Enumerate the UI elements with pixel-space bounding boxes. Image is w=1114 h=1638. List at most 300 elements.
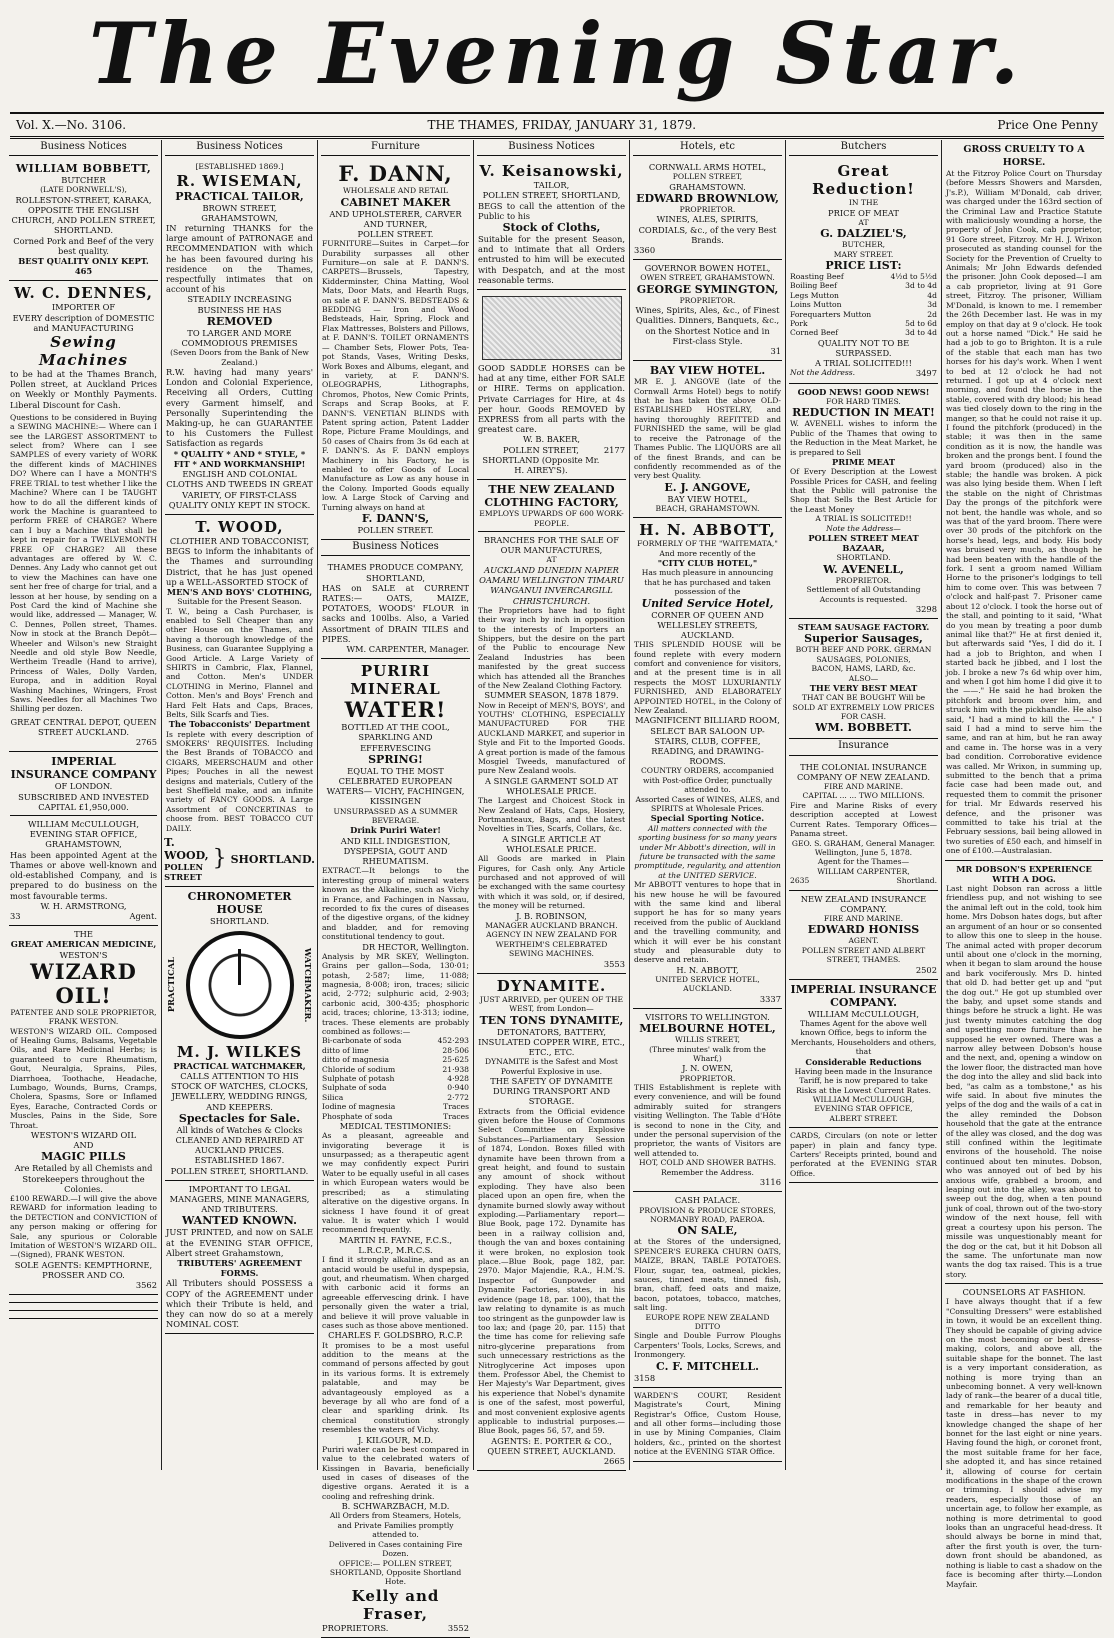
ad-nz-clothing: [477, 480, 626, 973]
analysis-item: ditto of lime: [322, 1045, 369, 1055]
ad-number: 2635: [790, 876, 810, 886]
ad-line: COUNTRY ORDERS, accompanied with Post-office Order, punctually attended to.: [641, 766, 774, 795]
ad-line: POLLEN STREET,: [672, 172, 743, 182]
ad-sig: SHORTLAND.: [230, 852, 315, 866]
columns: [6, 140, 1108, 1633]
ad-agent: WILLIAM McCULLOUGH,: [27, 819, 140, 830]
ad-colonial-insurance: [789, 759, 938, 891]
ad-trade: BUTCHER,: [841, 240, 886, 250]
ad-wiseman: [165, 159, 314, 515]
ad-line: WESTON'S: [59, 949, 108, 960]
ad-agents: AGENTS: E. PORTER & CO., QUEEN STREET, AUCKLAND.: [487, 1435, 616, 1456]
ad-body: Thames Agent for the above well known Office, begs to inform the Merchants, Householders and others, that: [790, 1018, 937, 1057]
ad-body: at the Stores of the undersigned, SPENCER'S EUREKA CHURN OATS, MAIZE, BRAN, TABLE POTATOES. Flour, sugar, tea, oatmeal, pickles, sauces, tinned meats, tinned fish, bran, chaff, feed oats and maize, bacon, potatoes, tobacco, matches, salt ling.: [634, 1237, 781, 1313]
ad-line: J. N. OWEN,: [682, 1063, 733, 1074]
ad-line: OWEN STREET, GRAHAMSTOWN.: [640, 273, 775, 283]
ad-body: All Tributers should POSSESS a COPY of the AGREEMENT under which their Tribute is held, and they can now do so at a merely NOMINAL COST.: [166, 1278, 313, 1330]
ad-name: R. WISEMAN,: [176, 171, 303, 190]
ad-line: WANTED KNOWN.: [182, 1214, 297, 1228]
ad-line: PRICE OF MEAT: [828, 207, 899, 218]
section-header: Butchers: [789, 140, 938, 156]
ad-nz-insurance: [789, 891, 938, 980]
price-row: [790, 310, 937, 319]
ad-name: M. J. WILKES: [176, 1042, 303, 1061]
analysis-row: [322, 1102, 469, 1111]
ad-name: EDWARD HONISS: [807, 923, 920, 937]
ad-questions: Questions to be considered in Buying a SEWING MACHINE:— Where can I see the LARGEST ASSORTMENT to select from? Where can I see SAMPLES of every variety of WORK the different kinds of MACHINES DO? Where can I have a MONTH'S FREE TRIAL to test whether I like the Machine? Where can I be TAUGHT how to do all the different kinds of work the Machine is guaranteed to perform FREE of CHARGE? Where can I buy a Machine that shall be kept in repair for a TWELVEMONTH FREE OF CHARGE? All these advantages are offered by W. C. Dennes. Any Lady who cannot get out to view the Machines can have one sent her free of charge for trial, and a lesson at her house, by sending on a Post Card the kind of Machine she would like, addressed — Manager, W. C. Dennes, Pollen street, Thames. Now in stock at the Branch Depôt—Wheeler and Wilson's new Straight Needle and old style Bow Needle, Wertheim Treadle (Hand to arrive), Princess of Wales, Dolly Varden, Europa, and in addition Royal Washing Machines, Wringers, Frost Saws. Needles for all Machines Two Shilling per dozen.: [10, 412, 157, 714]
ad-line: PROVISION & PRODUCE STORES, NORMANBY ROAD, PAEROA.: [639, 1205, 776, 1224]
ad-chronometer: [165, 887, 314, 1180]
ad-line: WILLIAM CARPENTER,: [817, 866, 910, 876]
analysis-row: [322, 1036, 469, 1045]
ad-line: Superior Sausages,: [804, 632, 923, 646]
ad-body: As a pleasant, agreeable and invigorating beverage it is unsurpassed; as a therapeutic agent we may confidently expect Puriri Water to be equally useful in all cases in which European waters would be prescribed; as a stimulating alterative on the digestive organs. In sickness I have found it of great value. It is water which I would recommend frequently.: [322, 1131, 469, 1235]
article-cruelty: [945, 140, 1103, 861]
ad-cornwall-arms: [633, 159, 782, 260]
ad-address: ROLLESTON-STREET, KARAKA, OPPOSITE THE ENGLISH CHURCH, AND POLLEN STREET, SHORTLAND.: [11, 194, 156, 236]
ad-addr: POLLEN STREET, SHORTLAND (Opposite Mr. H. AIREY'S).: [482, 444, 600, 476]
ad-coastwise: [9, 1303, 158, 1311]
ad-head: IMPERIAL INSURANCE COMPANY.: [790, 982, 937, 1009]
ad-line: Suitable for the Present Season.: [177, 597, 302, 607]
ad-imperial: [9, 752, 158, 926]
price-value: 2d: [927, 309, 937, 319]
analysis-value: 452·293: [437, 1036, 469, 1046]
ad-line: MARY STREET.: [833, 249, 894, 259]
ad-line: GREAT AMERICAN MEDICINE,: [10, 939, 157, 950]
watch-illustration: [186, 931, 294, 1039]
column-4: [474, 140, 630, 1470]
ad-side: PRACTICAL: [166, 957, 176, 1013]
ad-body: All matters connected with the sporting business for so many years under Mr Abbott's direction, will in future be transacted with the same promptitude, regularity, and attention at the UNITED SERVICE.: [634, 823, 781, 880]
ad-number: 31: [770, 346, 781, 357]
newspaper-title: The Evening Star.: [88, 4, 1026, 103]
article-body: I have always thought that if a few "Consulting Dressers" were established in town, it would be an excellent thing. They should be capable of giving advice on the most becoming or best dress-making, colors, and above all, the suitable shape for the bonnet. The last is a very important consideration, as nothing is more trying than an unbecoming bonnet. A very well-known lady of rank—the bearer of a ducal title, and remarkable for her beauty and taste in dress—has never to my knowledge changed the shape of her bonnet for the last eight or nine years. Having found the high, or coronet front, the most suitable frame for her face, she adopted it, and has since retained it, allowing of course for certain modifications in the shape of the crown or trimming. I should advise my readers, especially those of an uncertain age, to follow her example, as nothing is more detrimental to good looks than an ungraceful head-dress. It should always be borne in mind that, after the first youth is over, the turn-down front should be abandoned, as nothing is liable to cast a shadow on the face is becoming after thirty.—London Mayfair.: [946, 1297, 1102, 1589]
price-row: [790, 291, 937, 300]
ad-line: PRICE LIST:: [825, 259, 902, 273]
ad-body: Wines, Spirits, Ales, &c., of Finest Qualities. Dinners, Banquets, &c., on the Shortest Notice and in First-class Style.: [635, 305, 780, 346]
section-header: Insurance: [789, 739, 938, 755]
ad-line: CORNWALL ARMS HOTEL,: [648, 162, 767, 173]
ad-line: VISITORS TO WELLINGTON.: [645, 1012, 770, 1022]
ad-line: DETONATORS, BATTERY, INSULATED COPPER WIRE, ETC., ETC., ETC.: [478, 1026, 625, 1057]
analysis-item: Silica: [322, 1092, 344, 1102]
ad-number: 2665: [603, 1456, 625, 1467]
ad-trade: BUTCHER: [61, 175, 106, 186]
ad-number: 3337: [759, 993, 781, 1004]
ad-line: Note the Address—: [826, 523, 901, 533]
ad-number: 33: [10, 910, 21, 921]
ad-sig: POLLEN STREET: [164, 862, 204, 883]
article-dobson: [945, 861, 1103, 1284]
price: Price One Penny: [997, 118, 1098, 132]
ad-line: QUALITY NOT TO BE SURPASSED.: [817, 337, 910, 359]
ad-tributers: [165, 1181, 314, 1335]
ad-line: A SINGLE ARTICLE AT WHOLESALE PRICE.: [502, 833, 601, 855]
ad-trade: PRACTICAL TAILOR,: [175, 189, 304, 203]
ad-sub: (LATE DORNWELL'S),: [40, 185, 127, 195]
ad-line: THE: [74, 929, 93, 940]
ad-reward: £100 REWARD.—I will give the above REWARD for information leading to the DETECTION and CONVICTION of any person making or offering for Sale, any spurious or Colorable Imitation of WESTON'S WIZARD OIL.—(Signed), FRANK WESTON.: [10, 1194, 157, 1260]
ad-depot: GREAT CENTRAL DEPOT, QUEEN STREET AUCKLAND.: [10, 716, 157, 738]
ad-sig: F. DANN'S,: [361, 512, 430, 525]
ad-line: FIRE AND MARINE.: [823, 913, 904, 923]
ad-line: DYNAMITE is the Safest and Most Powerful Explosive in use.: [484, 1057, 618, 1076]
analysis-item: Iodine of magnesia: [322, 1102, 396, 1112]
ad-number: 3298: [915, 604, 937, 614]
ad-line: GRAHAMSTOWN,: [201, 212, 278, 223]
ad-body: FURNITURE—Suites in Carpet—for Durability surpasses all other Furniture—on sale at F. DANN'S. CARPETS—Brussels, Tapestry, Kidderminster, China Matting, Wool Mats, Door Mats, and Hearth Rugs, on sale at F. DANN'S. BEDSTEADS & BEDDING — Iron and Wood Bedsteads, Hair, Spring, Flock and Flax Mattresses, Bolsters and Pillows, at F. DANN'S. TOILET ORNAMENTS — Chamber Sets, Flower Pots, Tea-pot Stands, Vases, Writing Desks, Work Boxes and Albums, elegant, and in variety, at F. DANN'S. OLEOGRAPHS, Lithographs, Chromos, Photos, New Comic Prints, Scraps and Scrap Books, at F. DANN'S. VENETIAN BLINDS with Patent spring action, Patent Ladder Rope, Picture Frame Mouldings, and 50 cases of Chairs from 3s 6d each at F. DANN'S. As F. DANN employs Machinery in his Factory, he is enabled to offer Goods of Local Manufacture as Low as any house in the Colony. Imported Goods equally low. A Large Stock of Carving and Turning always on hand at: [322, 239, 469, 512]
analysis-item: Chloride of sodium: [322, 1064, 396, 1074]
analysis-row: [322, 1112, 469, 1121]
price-list: [790, 272, 937, 338]
price-item: Roasting Beef: [790, 272, 844, 282]
article-headline: MR DOBSON'S EXPERIENCE WITH A DOG.: [956, 863, 1092, 884]
ad-line: (Three minutes' walk from the Wharf,): [649, 1044, 766, 1064]
ad-line: FOR HARD TIMES.: [826, 396, 901, 406]
ad-body: GOOD SADDLE HORSES can be had at any time, either FOR SALE or HIRE. Terms on application. Private Carriages for Hire, at 4s per hour. Goods REMOVED by EXPRESS from all parts with the greatest care.: [478, 363, 625, 435]
section-header: Hotels, etc: [633, 140, 782, 156]
ad-line: Special Sporting Notice.: [650, 813, 765, 824]
ad-line: POLLEN STREET, SHORTLAND,: [482, 190, 621, 201]
ad-headline: Great Reduction!: [812, 162, 915, 199]
ad-headline: Sewing Machines: [39, 333, 128, 370]
ad-name: W. C. DENNES,: [14, 284, 153, 303]
ad-line: ENGLISH AND COLONIAL CLOTHS AND TWEEDS IN GREAT VARIETY, OF FIRST-CLASS QUALITY ONLY KEPT IN STOCK.: [166, 469, 313, 510]
ad-handbills: [9, 1311, 158, 1319]
ad-role: PROPRIETORS.: [322, 1622, 389, 1633]
ad-number: 3360: [634, 245, 656, 256]
ad-body: IN returning THANKS for the large amount of PATRONAGE and RECOMMENDATION with which he has been favoured during his residence on the Thames, respectfully intimates that on account of his: [166, 223, 313, 295]
place-date: THE THAMES, FRIDAY, JANUARY 31, 1879.: [427, 118, 697, 132]
ad-body: to be had at the Thames Branch, Pollen street, at Auckland Prices on Weekly or Monthly Payments. Liberal Discount for Cash.: [10, 369, 157, 410]
ad-line: All kinds of Watches & Clocks CLEANED AND REPAIRED AT AUCKLAND PRICES.: [175, 1124, 304, 1156]
ad-sig: DR HECTOR, Wellington.: [362, 941, 469, 952]
ad-head: REDUCTION IN MEAT!: [792, 406, 935, 420]
ad-dennes: [9, 281, 158, 752]
analysis-row: [322, 1055, 469, 1064]
ad-line: AGENCY IN NEW ZEALAND FOR WERTHEIM'S CELEBRATED SEWING MACHINES.: [486, 930, 617, 959]
ad-line: SUMMER SEASON, 1878 1879.: [484, 690, 619, 701]
ad-body: Puriri water can be best compared in value to the celebrated waters of Kissingen in Bavaria, beneficially used in cases of diseases of the digestive organs. Aerated it is a cooling and refreshing drink.: [322, 1444, 469, 1501]
ad-line: BEACH, GRAHAMSTOWN.: [655, 503, 760, 513]
ad-head: STEAM SAUSAGE FACTORY.: [797, 622, 930, 633]
price-row: [790, 328, 937, 337]
ad-line: IN THE: [848, 198, 879, 208]
ad-line: EUROPE ROPE NEW ZEALAND DITTO: [645, 1312, 770, 1331]
ad-body: I find it strongly alkaline, and as an antacid would be useful in dyspepsia, gout, and rheumatism. When charged with carbonic acid it forms an agreeable effervescing drink. I have personally given the water a trial, and believe it will prove valuable in cases such as those above mentioned.: [322, 1255, 469, 1330]
ad-head: BAY VIEW HOTEL.: [649, 364, 766, 378]
ad-line: (Seven Doors from the Bank of New Zealand.): [170, 348, 309, 367]
ad-line: Not the Address.: [790, 368, 856, 378]
analysis-item: Phosphate of soda: [322, 1111, 393, 1121]
ad-sig: T. WOOD,: [164, 836, 209, 863]
ad-warden: WARDEN'S COURT, Resident Magistrate's Court, Mining Registrar's Office, Custom House, and all other forms—including those in use by Mining Companies, Claim holders, &c., printed on the shortest notice at the EVENING STAR Office.: [633, 1388, 782, 1462]
ad-name: G. DALZIEL'S,: [820, 227, 907, 241]
ad-name: MELBOURNE HOTEL,: [639, 1022, 776, 1036]
ad-number: 3116: [759, 1177, 781, 1188]
ad-body: BEGS to inform the inhabitants of the Thames and surrounding District, that he has just opened up a WELL-ASSORTED STOCK of: [166, 546, 313, 587]
analysis-value: Traces: [443, 1111, 469, 1121]
ad-line: EVERY description of DOMESTIC and MANUFACTURING: [12, 312, 155, 333]
ad-body: R.W. having had many years' London and Colonial Experience, Receiving all Orders, Cutting every Garment himself, and Personally Superintending the Making-up, he can GUARANTEE to his Customers the Fullest Satisfaction as regards: [166, 367, 313, 449]
ad-line: FORMERLY OF THE "WAITEMATA," And more recently of the: [637, 539, 778, 558]
ad-headline: DYNAMITE.: [496, 976, 607, 995]
ad-number: 3158: [634, 1372, 656, 1383]
ad-line: UNITED SERVICE HOTEL, AUCKLAND.: [655, 974, 760, 994]
volume-number: Vol. X.—No. 3106.: [16, 118, 127, 132]
ad-line: MANAGER AUCKLAND BRANCH.: [485, 920, 618, 930]
ad-head: THAMES PRODUCE COMPANY, SHORTLAND,: [327, 562, 464, 583]
price-value: 3d: [927, 300, 937, 310]
analysis-row: [322, 1046, 469, 1055]
ad-number: 3497: [915, 368, 937, 379]
ad-side: WATCHMAKER.: [303, 947, 313, 1022]
ad-line: REMOVED: [206, 314, 273, 328]
ad-sig: WILLIAM McCULLOUGH,: [812, 1095, 915, 1105]
ad-sig: H. N. ABBOTT,: [676, 964, 739, 975]
ad-body: It promises to be a most useful addition to the means at the command of persons affected by gout in its various forms. It is extremely palatable, and may be advantageously employed as a beverage by all who are fond of a clear and sparkling drink. Its chemical constitution strongly resembles the waters of Vichy.: [322, 1340, 469, 1435]
ad-line: A TRIAL SOLICITED!!!: [815, 358, 912, 369]
ad-line: IMPERIAL: [51, 755, 116, 769]
ad-sig: WM. CARPENTER, Manager.: [346, 644, 469, 655]
article-body: At the Fitzroy Police Court on Thursday (before Messrs Showers and Marsden, J's.P.), William M'Donald, cab driver, was charged under the 163rd section of the Criminal Law and Practice Statute with maliciously wounding a horse, the property of John Cook, cab proprietor, 91 Gore street, Fitzroy. Mr H. J. Wrixon prosecuted as standing counsel for the Society for the Prevention of Cruelty to Animals; Mr John Edwards defended the prisoner. John Cook deposed—I am a cab proprietor, living at 91 Gore street, Fitzroy. The prisoner, William M'Donald, is known to me. I remember the 26th December last. He was in my employ on that day at 9 o'clock. He took out a horse named "Dick." He said he had a job to go to Brighton. It is a rule of the stable that each man has two horses for his day's work. When I went to bed at 12 o'clock he had not returned. I got up at 4 o'clock next morning, and found the horse in the stable, covered with dry blood; his head was tied closely down to the ring in the manger, so that he could not raise it up. I found the pitchfork (produced) in the stable; it was then in the same condition as it is now, the handle was broken and the prongs bent. I found the yard broom (produced) also in the stable; the handle was broken. A pick was also lying beside them. When I left the stable on the night of Christmas Day the prongs of the pitchfork were not bent, the handle was whole, and so was that of the yard broom. There were over 30 prods of the pitchfork on the horse's head, legs, and body. His body was bruised very much, as though he had been beaten with the handle of the fork. I sent a groom named William Horne to the prisoner's lodgings to tell him to come over. This was between 7 o'clock and half-past 7. Prisoner came about 12 o'clock. I took the horse out of the stall, and pointing to it said, "What do you mean by treating a poor dumb animal like that?" He at first denied it, but afterwards said "Yes, I did do it. I had a job to Brighton, and when I started back he jibbed, and I lost the job. I broke a new 7s 6d whip over him, and when I got him home I did give it to the ——." He said he had broken the pitchfork and broom over him, and struck him with the pickhandle. He also said, "I had a mind to kill the ——." I said I had a mind to serve him the same, and ran at him, but he ran away and came in. The horse was in a very bad condition. Corroborative evidence was called. Mr Wrixon, in summing up, submitted to the bench that a prima facie case had been made out, and requested them to commit the prisoner for trial. Mr Edwards reserved his defence, and the prisoner was committed to take his trial at the February sessions, bail being allowed in two sureties of £50 each, and himself in one of £100.—Australasian.: [946, 169, 1102, 856]
article-body: Last night Dobson ran across a little friendless pup, and not wishing to see the animal left out in the cold, took him home. Mrs Dobson hates dogs, but after an argument of an hour or so consented to allow this one to sleep in the house. The animal acted with proper decorum until about one o'clock in the morning, when it began to slam around the house and bark vociferously. Mrs D. hinted that old D. had better get up and "put the dog out." He got up stumbled over the baby, and upset some stands and things before he struck a light. He was just twenty minutes catching the dog and upsetting more furniture than he supposed he ever owned. There was a narrow alley between Dobson's house and the next, and, opening a window on the lower floor, the distracted man hove the dog into the alley and slid back into bed, "as calm as a tombstone," as his wife said. In about five minutes the yelps of the dog and the wails of a cat in the alley reminded the Dobson household that the gate at the entrance of the alley was closed, and the dog was still confined within the legitimate environs of the household. The noise continued about ten minutes. Dobson, who was annoyed out of bed by his anxious wife, grabbed a broom, and leaping out into the alley, was about to sweep out the dog, when a ten pound junk of coal, thrown out of the two-story window of the next house, fell with great a courtesy upon his person. The missile was unquestionably meant for the dog or the cat, but it hit Dobson all the same. The unfortunate man now wants the dog tax raised. This is a true story.: [946, 884, 1102, 1279]
ad-line: BOTH BEEF AND PORK. GERMAN SAUSAGES, POLONIES,: [795, 645, 932, 664]
ad-line: STEADILY INCREASING BUSINESS HE HAS: [187, 294, 292, 315]
ad-melbourne-hotel: [633, 1009, 782, 1192]
ad-head: CASH PALACE.: [674, 1195, 741, 1206]
ad-name: Kelly and Fraser,: [351, 1586, 440, 1623]
ad-name: T. WOOD,: [195, 517, 284, 536]
ad-line: All Orders from Steamers, Hotels, and Private Families promptly attended to.: [329, 1511, 462, 1540]
ad-line: BOTTLED AT THE COOL, SPARKLING AND EFFERVESCING: [341, 722, 450, 753]
ad-head: CHRONOMETER HOUSE: [187, 890, 292, 917]
ad-body: Corned Pork and Beef of the very best quality.: [13, 235, 154, 256]
ad-body: WESTON'S WIZARD OIL. Composed of Healing Gums, Balsams, Vegetable Oils, and Rare Medicinal Herbs; is guaranteed to cure Rheumatism, Gout, Neuralgia, Sprains, Piles, Diarrhoea, Toothache, Headache, Lumbago, Wounds, Burns, Cramps, Cholera, Spasms, Sore or Inflamed Eyes, Earache, Contracted Cords or Muscles, Pains in the Side, Sore Throat.: [10, 1026, 157, 1130]
ad-bay-view: [633, 361, 782, 518]
ad-body: Having been made in the Insurance Tariff, he is now prepared to take Risks at the Lowest Current Rates.: [794, 1066, 933, 1095]
ad-line: OFFICE:— POLLEN STREET, SHORTLAND, Opposite Shortland Hote.: [329, 1558, 462, 1587]
ad-line: Settlement of all Outstanding Accounts is requested.: [806, 585, 921, 604]
section-header: Business Notices: [165, 140, 314, 156]
ad-line: [ESTABLISHED 1869.]: [195, 162, 284, 172]
ad-name: WILLIAM BOBBETT,: [15, 162, 152, 176]
ad-produce: [321, 559, 470, 659]
section-header: Business Notices: [477, 140, 626, 156]
ad-line: TO LARGER AND MORE COMMODIOUS PREMISES: [181, 327, 298, 349]
ad-customs: [9, 1295, 158, 1303]
ad-line: AND: [73, 1140, 94, 1151]
analysis-item: ditto of magnesia: [322, 1055, 390, 1065]
ad-name: V. Keisanowski,: [479, 162, 624, 181]
ad-abbott: [633, 518, 782, 1009]
analysis-item: Bi-carbonate of soda: [322, 1036, 402, 1046]
ad-trade: TAILOR,: [533, 180, 570, 191]
column-2: [162, 140, 318, 1470]
ad-line: Drink Puriri Water!: [350, 825, 441, 836]
ad-line: POLLEN STREET AND ALBERT STREET, THAMES.: [801, 945, 926, 965]
ad-body: Now in Receipt of MEN'S, BOYS', and YOUTHS' CLOTHING, ESPECIALLY MANUFACTURED FOR THE AUCKLAND MARKET, and superior in Style and Fit to the Imported Goods. A great portion is made of the famous Mosgiel Tweeds, manufactured of pure New Zealand wools.: [478, 700, 625, 776]
ad-line: POLLEN STREET, SHORTLAND.: [170, 1165, 309, 1176]
ad-line: PATENTEE AND SOLE PROPRIETOR, FRANK WESTON.: [10, 1007, 157, 1027]
ad-role: PROPRIETOR.: [679, 295, 736, 305]
ad-line: AT: [546, 555, 557, 565]
ad-line: WILLIS STREET,: [675, 1035, 740, 1045]
ad-number: 3552: [447, 1622, 469, 1633]
ad-line: POLLEN STREET MEAT BAZAAR,: [808, 532, 919, 554]
ad-role: PROPRIETOR.: [679, 205, 736, 215]
ad-imperial-insurance: [789, 980, 938, 1128]
section-header: Business Notices: [321, 540, 470, 556]
column-7: [942, 140, 1106, 1589]
ad-line: PRIME MEAT: [831, 456, 896, 467]
ad-body: Of Every Description at the Lowest Possible Prices for CASH, and feeling that the Public will patronise the Shop that Sells the Best Article for the Least Money: [790, 467, 937, 514]
ad-line: A SINGLE GARMENT SOLD AT WHOLESALE PRICE.: [485, 775, 618, 797]
analysis-item: Sulphate of soda: [322, 1083, 387, 1093]
article-headline: GROSS CRUELTY TO A HORSE.: [963, 144, 1085, 168]
ad-number: 3553: [603, 958, 625, 969]
analysis-value: 4·928: [447, 1074, 469, 1084]
price-item: Pork: [790, 319, 808, 329]
price-item: Forequarters Mutton: [790, 309, 872, 319]
ad-body: Fire and Marine Risks of every description accepted at Lowest Current Rates. Temporary Offices—Panama street.: [790, 800, 937, 839]
ad-line: BAY VIEW HOTEL,: [667, 493, 748, 504]
ad-body: HAS on SALE at CURRENT RATES:— OATS, MAIZE, POTATOES, WOODS' FLOUR in sacks and 100lbs. Also, a Varied Assortment of DRAIN TILES and PIPES.: [322, 582, 469, 644]
ad-agents: SOLE AGENTS: KEMPTHORNE, PROSSER AND CO.: [14, 1259, 153, 1281]
ad-sig: GEO. S. GRAHAM, General Manager.: [791, 838, 936, 848]
ad-head: NEW ZEALAND INSURANCE COMPANY.: [800, 893, 927, 914]
analysis-value: 28·506: [442, 1045, 469, 1055]
ad-body: Suitable for the present Season, and to intimate that all Orders entrusted to him will be executed with Despatch, and at the most reasonable terms.: [478, 234, 625, 285]
price-value: 4½d to 5½d: [890, 272, 937, 282]
ad-line: SUBSCRIBED AND INVESTED: [18, 791, 149, 802]
ad-bobbett: [9, 159, 158, 281]
ad-sig: J. B. ROBINSON,: [516, 910, 587, 921]
ad-line: ALBERT STREET.: [829, 1113, 898, 1123]
price-value: 3d to 4d: [905, 328, 937, 338]
ad-line: Are Retailed by all Chemists and Storekeepers throughout the Colonies.: [14, 1163, 153, 1194]
ad-line: THAT CAN BE BOUGHT Will be SOLD AT EXTREMELY LOW PRICES FOR CASH.: [792, 693, 935, 722]
ad-sig: WM. BOBBETT.: [815, 721, 912, 735]
ad-puriri: [321, 659, 470, 1638]
ad-line: JUST ARRIVED, per QUEEN OF THE WEST, from London—: [479, 994, 624, 1014]
ad-sig: B. SCHWARZBACH, M.D.: [341, 1501, 450, 1512]
ad-line: THE VERY BEST MEAT: [809, 683, 918, 694]
price-item: Corned Beef: [790, 328, 839, 338]
ad-sig: MARTIN H. FAYNE, F.C.S., L.R.C.P., M.R.C.S.: [338, 1234, 453, 1255]
ad-line: "CITY CLUB HOTEL,": [657, 558, 758, 569]
ad-line: GOOD NEWS! GOOD NEWS!: [797, 386, 930, 397]
ad-line: AND KILL INDIGESTION, DYSPEPSIA, GOUT AND RHEUMATISM.: [340, 835, 451, 867]
ad-line: SHORTLAND.: [836, 553, 891, 563]
ad-line: POLLEN STREET.: [357, 525, 434, 535]
ad-line: HOT, COLD AND SHOWER BATHS. Remember the Address.: [638, 1158, 777, 1177]
ad-body: All Goods are marked in Plain Figures, for Cash only. Any Article purchased and not approved of will be exchanged with the same courtesy with which it was sold, or, if desired, the money will be returned.: [478, 854, 625, 911]
ad-head: Stock of Cloths,: [502, 221, 601, 235]
analysis-value: 21·938: [442, 1064, 469, 1074]
ad-line: Wellington, June 5, 1878.: [814, 847, 913, 857]
ad-trade: PRACTICAL WATCHMAKER,: [173, 1060, 306, 1071]
ad-role: PROPRIETOR.: [835, 575, 892, 585]
ad-body: CALLS ATTENTION TO HIS STOCK OF WATCHES, CLOCKS, JEWELLERY, WEDDING RINGS, AND KEEPERS.: [170, 1070, 309, 1112]
ad-line: WHOLESALE AND RETAIL: [343, 186, 448, 196]
ad-body: WINES, ALES, SPIRITS, CORDIALS, &c., of the very Best Brands.: [638, 214, 777, 245]
price-row: [790, 272, 937, 281]
ad-name: F. DANN,: [338, 161, 453, 187]
ad-head: IMPORTANT TO LEGAL MANAGERS, MINE MANAGERS, AND TRIBUTERS.: [169, 1183, 310, 1215]
ad-line: MAGNIFICENT BILLIARD ROOM, SELECT BAR SALOON UP-STAIRS, CLUB, COFFEE, READING, and DRAWING-ROOMS.: [635, 715, 780, 767]
analysis-item: Sulphate of potash: [322, 1074, 395, 1084]
ad-sausage-factory: [789, 619, 938, 739]
ad-body: MR E. J. ANGOVE (late of the Cornwall Arms Hotel) begs to notify that he has taken the above OLD-ESTABLISHED HOSTELRY, and having thoroughly REFITTED and FURNISHED the same, will be glad to receive the Patronage of the Thames Public. The LIQUORS are all of the finest Brands, and can be confidently recommended as of the very best Quality.: [634, 377, 781, 481]
ad-name: GEORGE SYMINGTON,: [636, 282, 779, 296]
analysis-value: 2·772: [447, 1092, 469, 1102]
ad-line: Assorted Cases of WINES, ALES, and SPIRITS at Wholesale Prices.: [635, 794, 780, 814]
ad-sig: E. J. ANGOVE,: [664, 480, 751, 494]
ad-trade: CLOTHIER AND TOBACCONIST,: [169, 535, 310, 546]
ad-line: ALSO—: [848, 673, 879, 683]
ad-name: WILLIAM McCULLOUGH,: [807, 1008, 920, 1019]
ad-line: GOVERNOR BOWEN HOTEL,: [644, 263, 771, 274]
ad-dynamite: [477, 974, 626, 1472]
ad-line: MEDICAL TESTIMONIES:: [339, 1121, 452, 1132]
price-value: 4d: [927, 290, 937, 300]
ad-role: PROPRIETOR.: [679, 1073, 736, 1083]
ad-keisanowski: [477, 159, 626, 290]
ad-wizard-oil: [9, 926, 158, 1295]
ad-line: United Service Hotel,: [641, 596, 774, 610]
price-item: Loins Mutton: [790, 300, 842, 310]
ad-line: ESTABLISHED 1867.: [194, 1155, 285, 1166]
price-value: 5d to 6d: [905, 319, 937, 329]
ad-line: EVENING STAR OFFICE,: [814, 1104, 913, 1114]
ad-dalziel: [789, 159, 938, 383]
analysis-row: [322, 1093, 469, 1102]
dateline: [10, 112, 1104, 139]
ad-line: AUCKLAND DUNEDIN NAPIER OAMARU WELLINGTON TIMARU WANGANUI INVERCARGILL CHRISTCHURCH.: [479, 564, 624, 606]
ad-head: The Tobacconists' Department: [168, 719, 311, 730]
ad-line: EMPLOYS UPWARDS OF 600 WORK-PEOPLE.: [479, 509, 624, 528]
column-1: [6, 140, 162, 1470]
ad-sig: CHARLES F. GOLDSBRO, R.C.P.: [328, 1330, 463, 1341]
ad-wood: T. WOOD, CLOTHIER AND TOBACCONIST, BEGS to inform the inhabitants of the Thames and surrounding District, that he has just opened up a WELL-ASSORTED STOCK of MEN'S AND BOYS' CLOTHING, Suitable for the Present Season. T. W., being a Cash Purchaser, is enabled to Sell Cheaper than any other House on the Thames, and having a thorough knowledge of the Business, can Guarantee Supplying a Good Article. A Large Variety of SHIRTS in Cambric, Flax, Flannel, and Cotton. Men's UNDER CLOTHING in Merino, Flannel and Cotton. Men's and Boys' French and Hard Felt Hats and Caps, Braces, Belts, Silk Scarfs and Ties. The Tobacconists' Department Is replete with every description of SMOKERS' REQUISITES. Including the Best Brands of TOBACCO and CIGARS, MEERSCHAUM and other Pipes; Pouches in all the newest designs and materials, Cutlery of the best Sheffield make, and an infinite variety of FANCY GOODS. A Large Assortment of CONCERTINAS to choose from. BEST TOBACCO CUT DAILY. T. WOOD, POLLEN STREET } SHORTLAND.: [165, 515, 314, 888]
ad-line: Delivered in Cases containing Fire Dozen.: [328, 1539, 463, 1559]
section-header: Business Notices: [9, 140, 158, 156]
analysis-row: [322, 1065, 469, 1074]
ad-head: THE COLONIAL INSURANCE COMPANY OF NEW ZEALAND.: [796, 761, 931, 782]
ad-body: Mr ABBOTT ventures to hope that in his new house he will be favoured with the same kind and liberal support he has for so many years received from the public of Auckland and the travelling community, and which it will ever be his constant study and pleasurable duty to deserve and retain.: [634, 880, 781, 965]
ad-body: Has been appointed Agent at the Thames or above well-known and old-established Company, and is prepared to do business on the most favourable terms.: [10, 849, 157, 901]
column-6: [786, 140, 942, 1470]
ad-head: MEN'S AND BOYS' CLOTHING,: [166, 586, 313, 597]
ad-line: BROWN STREET,: [202, 202, 277, 213]
ad-trade: CABINET MAKER: [340, 195, 451, 209]
ad-number: 2502: [915, 964, 937, 975]
ad-line: BACON, HAMS, LARD, &c.: [811, 664, 916, 674]
ad-line: POLLEN STREET.: [357, 229, 434, 240]
ad-line: INSURANCE COMPANY: [10, 768, 157, 782]
ad-body: T. W., being a Cash Purchaser, is enabled to Sell Cheaper than any other House on the Thames, and having a thorough knowledge of the Business, can Guarantee Supplying a Good Article. A Large Variety of SHIRTS in Cambric, Flax, Flannel, and Cotton. Men's UNDER CLOTHING in Merino, Flannel and Cotton. Men's and Boys' French and Hard Felt Hats and Caps, Braces, Belts, Silk Scarfs and Ties.: [166, 606, 313, 719]
ad-line: TEN TONS DYNAMITE,: [479, 1013, 624, 1027]
ad-office: EVENING STAR OFFICE, GRAHAMSTOWN,: [29, 829, 138, 850]
ad-cards: CARDS, Circulars (on note or letter paper) in plain and fancy type. Carters' Receipts printed, bound and perforated at the EVENING STAR Office.: [789, 1128, 938, 1183]
ad-line: A TRIAL IS SOLICITED!!: [815, 514, 912, 524]
ad-line: WESTON'S WIZARD OIL: [30, 1130, 137, 1140]
ad-governor-bowen: [633, 260, 782, 361]
ad-role: AGENT.: [848, 936, 879, 946]
ad-line: FIRE AND MARINE.: [823, 782, 904, 792]
